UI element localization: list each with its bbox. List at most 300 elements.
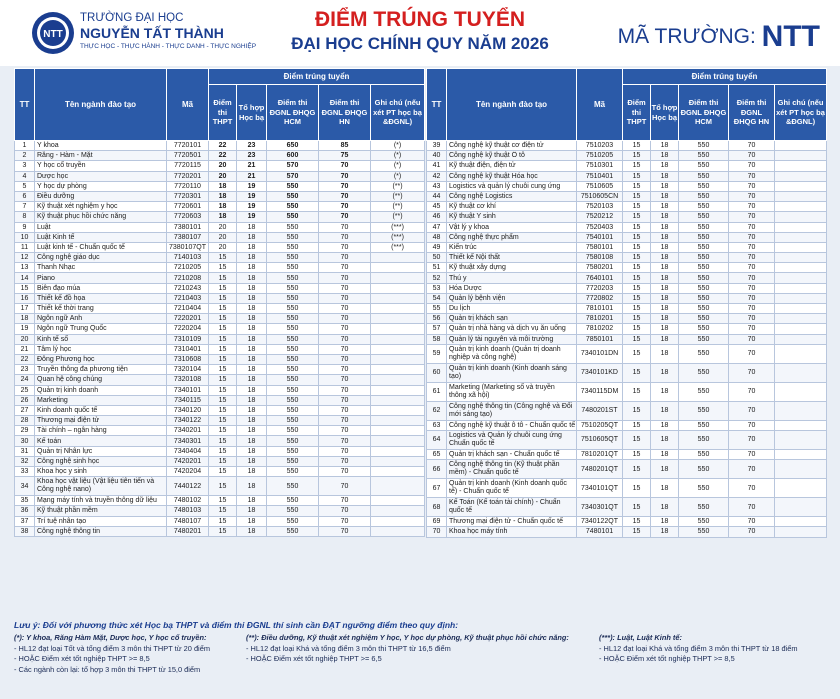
cell-tt: 5	[15, 181, 35, 191]
cell-hn: 70	[729, 304, 775, 314]
cell-thpt: 20	[209, 232, 237, 242]
cell-code: 7720110	[167, 181, 209, 191]
cell-note	[371, 436, 425, 446]
cell-hcm: 550	[267, 344, 319, 354]
cell-hn: 70	[729, 212, 775, 222]
cell-tt: 3	[15, 161, 35, 171]
cell-thpt: 18	[209, 191, 237, 201]
cell-tt: 16	[15, 293, 35, 303]
cell-hn: 70	[729, 222, 775, 232]
cell-hcm: 550	[267, 365, 319, 375]
cell-thpt: 15	[623, 263, 651, 273]
cell-hn: 70	[729, 401, 775, 420]
cell-hn: 75	[319, 151, 371, 161]
school-code-value: NTT	[761, 20, 820, 53]
cell-name: Kỹ thuật cơ khí	[447, 202, 577, 212]
cell-tt: 63	[427, 420, 447, 430]
cell-note	[371, 426, 425, 436]
cell-hocba: 18	[651, 479, 679, 498]
cell-hcm: 650	[267, 141, 319, 151]
cell-hocba: 18	[237, 253, 267, 263]
cell-hn: 70	[319, 334, 371, 344]
cell-thpt: 20	[209, 242, 237, 252]
cell-tt: 4	[15, 171, 35, 181]
cell-thpt: 15	[209, 334, 237, 344]
cell-name: Ngôn ngữ Anh	[35, 314, 167, 324]
cell-note	[371, 283, 425, 293]
cell-tt: 40	[427, 151, 447, 161]
cell-hcm: 550	[679, 283, 729, 293]
cell-note	[775, 517, 827, 527]
cell-hcm: 550	[679, 344, 729, 363]
cell-name: Luật	[35, 222, 167, 232]
notes-col3-title: (***): Luật, Luật Kinh tế:	[599, 633, 682, 642]
cell-name: Công nghệ kỹ thuật Ô tô	[447, 151, 577, 161]
cell-tt: 20	[15, 334, 35, 344]
cell-hocba: 18	[651, 401, 679, 420]
cell-code: 7720301	[167, 191, 209, 201]
cell-name: Kỹ thuật Y sinh	[447, 212, 577, 222]
cell-code: 7340101QT	[577, 479, 623, 498]
cell-hocba: 18	[237, 436, 267, 446]
table-row	[15, 365, 425, 375]
cell-hocba: 18	[651, 304, 679, 314]
cell-name: Luật kinh tế - Chuẩn quốc tế	[35, 242, 167, 252]
cell-code: 7480201ST	[577, 401, 623, 420]
cell-tt: 22	[15, 354, 35, 364]
cell-hn: 70	[729, 283, 775, 293]
col-note: Ghi chú (nếu xét PT học bạ &ĐGNL)	[371, 85, 425, 141]
page-header	[0, 0, 840, 66]
cell-name: Y học cổ truyền	[35, 161, 167, 171]
cell-name: Ngôn ngữ Trung Quốc	[35, 324, 167, 334]
table-row	[15, 202, 425, 212]
cell-hcm: 550	[267, 446, 319, 456]
title-line1: ĐIỂM TRÚNG TUYỂN	[315, 8, 525, 31]
cell-hn: 70	[729, 253, 775, 263]
cell-hocba: 18	[651, 283, 679, 293]
table-row	[15, 436, 425, 446]
cell-note	[775, 212, 827, 222]
cell-hcm: 550	[679, 253, 729, 263]
cell-note	[775, 479, 827, 498]
cell-code: 7140103	[167, 253, 209, 263]
cell-hn: 70	[319, 375, 371, 385]
cell-name: Quản trị nhà hàng và dịch vụ ăn uống	[447, 324, 577, 334]
cell-name: Kỹ thuật xây dựng	[447, 263, 577, 273]
cell-tt: 67	[427, 479, 447, 498]
cell-name: Logistics và quản lý chuỗi cung ứng	[447, 181, 577, 191]
cell-name: Điều dưỡng	[35, 191, 167, 201]
cell-note	[371, 304, 425, 314]
cell-thpt: 15	[209, 477, 237, 496]
cell-hcm: 550	[267, 273, 319, 283]
cell-code: 7720101	[167, 141, 209, 151]
table-row	[427, 324, 827, 334]
table-row	[15, 141, 425, 151]
cell-code: 7340122QT	[577, 517, 623, 527]
cell-hocba: 18	[651, 141, 679, 151]
cell-tt: 55	[427, 304, 447, 314]
cell-hcm: 550	[267, 181, 319, 191]
cell-note	[775, 141, 827, 151]
cell-thpt: 15	[209, 456, 237, 466]
cell-hocba: 18	[237, 506, 267, 516]
cell-code: 7480201	[167, 526, 209, 536]
cell-tt: 14	[15, 273, 35, 283]
table-row	[427, 401, 827, 420]
cell-code: 7810101	[577, 304, 623, 314]
cell-hn: 70	[729, 232, 775, 242]
cell-thpt: 15	[623, 324, 651, 334]
cell-name: Kiến trúc	[447, 242, 577, 252]
cell-hocba: 18	[651, 460, 679, 479]
cell-hn: 70	[319, 526, 371, 536]
cell-tt: 70	[427, 527, 447, 537]
cell-hn: 70	[319, 232, 371, 242]
cell-tt: 28	[15, 416, 35, 426]
cell-hocba: 18	[651, 527, 679, 537]
cell-tt: 27	[15, 405, 35, 415]
cell-note	[775, 253, 827, 263]
cell-hocba: 18	[651, 273, 679, 283]
cell-hocba: 23	[237, 141, 267, 151]
cell-hocba: 18	[651, 253, 679, 263]
cell-hocba: 18	[237, 273, 267, 283]
cell-name: Y học dự phòng	[35, 181, 167, 191]
cell-code: 7510205QT	[577, 420, 623, 430]
col-tt: TT	[427, 69, 447, 141]
cell-thpt: 15	[623, 498, 651, 517]
cell-name: Logistics và Quản lý chuỗi cung ứng Chuẩn quốc tế	[447, 430, 577, 449]
cell-name: Quản lý bệnh viện	[447, 293, 577, 303]
cell-hocba: 18	[651, 420, 679, 430]
cell-thpt: 20	[209, 171, 237, 181]
cell-hocba: 18	[651, 293, 679, 303]
cell-tt: 53	[427, 283, 447, 293]
cell-hcm: 550	[679, 420, 729, 430]
cell-tt: 6	[15, 191, 35, 201]
cell-hn: 70	[319, 283, 371, 293]
notes-col2-title: (**): Điều dưỡng, Kỹ thuật xét nghiệm Y học, Y học dự phòng, Kỹ thuật phục hồi chức năng:	[246, 633, 569, 642]
cell-code: 7210205	[167, 263, 209, 273]
cell-note	[371, 365, 425, 375]
page-title	[250, 8, 590, 54]
cell-hocba: 18	[651, 222, 679, 232]
cell-code: 7720115	[167, 161, 209, 171]
cell-thpt: 15	[209, 283, 237, 293]
cell-hocba: 18	[651, 232, 679, 242]
cell-note	[775, 232, 827, 242]
table-row	[15, 516, 425, 526]
cell-thpt: 15	[623, 517, 651, 527]
cell-hn: 70	[729, 242, 775, 252]
cell-note: (*)	[371, 161, 425, 171]
cell-hocba: 21	[237, 161, 267, 171]
cell-name: Thiết kế thời trang	[35, 304, 167, 314]
table-row	[427, 283, 827, 293]
cell-name: Công nghệ thực phẩm	[447, 232, 577, 242]
table-row	[427, 344, 827, 363]
table-row	[427, 212, 827, 222]
cell-hn: 70	[729, 324, 775, 334]
cell-hn: 70	[729, 382, 775, 401]
cell-tt: 34	[15, 477, 35, 496]
cell-code: 7310109	[167, 334, 209, 344]
cell-name: Công nghệ giáo dục	[35, 253, 167, 263]
cell-note	[371, 506, 425, 516]
cell-thpt: 15	[209, 395, 237, 405]
cell-tt: 62	[427, 401, 447, 420]
cell-tt: 25	[15, 385, 35, 395]
cell-tt: 51	[427, 263, 447, 273]
cell-hn: 70	[319, 496, 371, 506]
cell-tt: 15	[15, 283, 35, 293]
table-row	[427, 242, 827, 252]
col-thpt: Điểm thi THPT	[623, 85, 651, 141]
cell-tt: 50	[427, 253, 447, 263]
cell-hcm: 550	[267, 222, 319, 232]
cell-hn: 70	[729, 449, 775, 459]
cell-tt: 19	[15, 324, 35, 334]
cell-thpt: 15	[623, 363, 651, 382]
cell-code: 7640101	[577, 273, 623, 283]
cell-tt: 58	[427, 334, 447, 344]
cell-hocba: 18	[651, 242, 679, 252]
cell-hn: 70	[319, 304, 371, 314]
cell-hocba: 18	[237, 375, 267, 385]
cell-hcm: 550	[267, 516, 319, 526]
cell-note	[371, 334, 425, 344]
cell-hocba: 18	[237, 242, 267, 252]
cell-name: Công nghệ thông tin (Kỹ thuật phần mềm) - Chuẩn quốc tế	[447, 460, 577, 479]
notes-col1-line1: - HL12 đạt loại Tốt và tổng điểm 3 môn thi THPT từ 20 điểm	[14, 643, 210, 653]
cell-hn: 70	[319, 365, 371, 375]
cell-hocba: 18	[237, 263, 267, 273]
notes-col3-line1: - HL12 đạt loại Khá và tổng điểm 3 môn thi THPT từ 18 điểm	[599, 643, 798, 653]
cell-note: (***)	[371, 232, 425, 242]
cell-hn: 70	[319, 171, 371, 181]
col-hn: Điểm thi ĐGNL ĐHQG HN	[319, 85, 371, 141]
cell-name: Vật lý y khoa	[447, 222, 577, 232]
cell-hocba: 18	[237, 516, 267, 526]
cell-thpt: 15	[623, 202, 651, 212]
cell-hocba: 18	[237, 446, 267, 456]
cell-thpt: 15	[623, 382, 651, 401]
cell-note	[775, 401, 827, 420]
cell-note	[775, 498, 827, 517]
cell-note	[775, 324, 827, 334]
cell-name: Công nghệ kỹ thuật cơ điện tử	[447, 141, 577, 151]
table-row	[427, 314, 827, 324]
cell-hcm: 550	[679, 334, 729, 344]
col-group: Điểm trúng tuyển	[209, 69, 425, 85]
cell-thpt: 15	[209, 526, 237, 536]
cell-name: Kỹ thuật xét nghiệm y học	[35, 202, 167, 212]
cell-hn: 70	[319, 324, 371, 334]
cell-name: Kế toán	[35, 436, 167, 446]
cell-thpt: 20	[209, 222, 237, 232]
notes-col1-title: (*): Y khoa, Răng Hàm Mặt, Dược học, Y học cổ truyền:	[14, 633, 207, 642]
cell-name: Đông Phương học	[35, 354, 167, 364]
table-row	[427, 517, 827, 527]
notes-col1-line2: - HOẶC Điểm xét tốt nghiệp THPT >= 8,5	[14, 654, 150, 663]
cell-note	[775, 314, 827, 324]
cell-hocba: 18	[651, 202, 679, 212]
cell-hn: 70	[319, 344, 371, 354]
cell-hocba: 18	[237, 283, 267, 293]
cell-hcm: 550	[679, 222, 729, 232]
cell-hocba: 18	[651, 324, 679, 334]
notes-col-1	[14, 633, 264, 675]
cell-hn: 70	[319, 456, 371, 466]
cell-code: 7510605CN	[577, 191, 623, 201]
cell-hn: 70	[319, 354, 371, 364]
cell-hn: 70	[729, 161, 775, 171]
cell-name: Khoa học y sinh	[35, 467, 167, 477]
cell-code: 7510301	[577, 161, 623, 171]
cell-hocba: 18	[237, 354, 267, 364]
cell-tt: 13	[15, 263, 35, 273]
cell-note	[775, 334, 827, 344]
cell-hocba: 23	[237, 151, 267, 161]
table-row	[15, 324, 425, 334]
cell-hcm: 550	[267, 496, 319, 506]
cell-tt: 56	[427, 314, 447, 324]
cell-thpt: 22	[209, 151, 237, 161]
cell-note	[371, 263, 425, 273]
cell-hn: 70	[729, 420, 775, 430]
cell-thpt: 15	[209, 506, 237, 516]
table-row	[15, 304, 425, 314]
cell-hn: 70	[729, 517, 775, 527]
cell-thpt: 18	[209, 202, 237, 212]
cell-hcm: 550	[267, 395, 319, 405]
cell-tt: 21	[15, 344, 35, 354]
cell-thpt: 15	[623, 304, 651, 314]
cell-hcm: 570	[267, 171, 319, 181]
cell-code: 7220204	[167, 324, 209, 334]
cell-code: 7720601	[167, 202, 209, 212]
cell-hocba: 19	[237, 191, 267, 201]
cell-name: Kế Toán (Kế toán tài chính) - Chuẩn quốc tế	[447, 498, 577, 517]
cell-tt: 9	[15, 222, 35, 232]
cell-thpt: 15	[209, 273, 237, 283]
cell-hocba: 18	[651, 191, 679, 201]
cell-note	[775, 420, 827, 430]
cell-hcm: 550	[267, 426, 319, 436]
cell-hcm: 550	[679, 161, 729, 171]
cell-thpt: 15	[623, 171, 651, 181]
cell-code: 7510605QT	[577, 430, 623, 449]
cell-hcm: 550	[267, 405, 319, 415]
cell-thpt: 15	[209, 426, 237, 436]
cell-hn: 70	[729, 263, 775, 273]
cell-code: 7510401	[577, 171, 623, 181]
cell-thpt: 18	[209, 212, 237, 222]
col-hn: Điểm thi ĐGNL ĐHQG HN	[729, 85, 775, 141]
cell-hcm: 550	[267, 242, 319, 252]
cell-note	[775, 242, 827, 252]
cell-name: Hóa Dược	[447, 283, 577, 293]
cell-hcm: 550	[679, 449, 729, 459]
scores-table-left	[14, 68, 425, 537]
cell-hn: 70	[319, 477, 371, 496]
notes-col1-line3: - Các ngành còn lại: tổ hợp 3 môn thi THPT từ 15,0 điểm	[14, 664, 201, 674]
cell-hcm: 550	[267, 467, 319, 477]
table-row	[427, 460, 827, 479]
cell-hocba: 18	[237, 385, 267, 395]
cell-hn: 70	[729, 460, 775, 479]
table-row	[15, 506, 425, 516]
cell-note: (**)	[371, 202, 425, 212]
cell-tt: 32	[15, 456, 35, 466]
cell-code: 7520212	[577, 212, 623, 222]
cell-hn: 70	[729, 141, 775, 151]
cell-code: 7720201	[167, 171, 209, 181]
cell-code: 7720203	[577, 283, 623, 293]
table-row	[15, 314, 425, 324]
cell-hcm: 550	[267, 253, 319, 263]
svg-text:NTT: NTT	[43, 29, 63, 40]
cell-thpt: 15	[623, 293, 651, 303]
cell-code: 7340101DN	[577, 344, 623, 363]
cell-thpt: 15	[623, 479, 651, 498]
table-row	[15, 395, 425, 405]
cell-thpt: 15	[209, 375, 237, 385]
cell-thpt: 15	[623, 430, 651, 449]
table-row	[427, 222, 827, 232]
cell-code: 7720603	[167, 212, 209, 222]
cell-name: Marketing (Marketing số và truyền thông xã hội)	[447, 382, 577, 401]
cell-thpt: 15	[209, 293, 237, 303]
cell-hocba: 18	[237, 395, 267, 405]
table-row	[15, 151, 425, 161]
cell-hocba: 18	[651, 171, 679, 181]
table-row	[427, 382, 827, 401]
cell-hcm: 550	[267, 385, 319, 395]
school-name	[80, 12, 256, 50]
cell-name: Quản trị khách sạn - Chuẩn quốc tế	[447, 449, 577, 459]
cell-tt: 60	[427, 363, 447, 382]
table-row	[15, 496, 425, 506]
cell-code: 7310608	[167, 354, 209, 364]
cell-name: Kinh doanh quốc tế	[35, 405, 167, 415]
cell-name: Marketing	[35, 395, 167, 405]
cell-code: 7380101	[167, 222, 209, 232]
cell-name: Quản trị khách sạn	[447, 314, 577, 324]
cell-tt: 68	[427, 498, 447, 517]
cell-name: Kinh tế số	[35, 334, 167, 344]
cell-hcm: 600	[267, 151, 319, 161]
cell-tt: 41	[427, 161, 447, 171]
cell-hocba: 18	[651, 430, 679, 449]
cell-note	[775, 273, 827, 283]
table-row	[427, 161, 827, 171]
cell-thpt: 15	[209, 354, 237, 364]
cell-code: 7340101	[167, 385, 209, 395]
notes-section	[14, 620, 826, 674]
cell-tt: 54	[427, 293, 447, 303]
cell-note: (*)	[371, 151, 425, 161]
cell-note: (*)	[371, 141, 425, 151]
cell-thpt: 15	[623, 161, 651, 171]
table-row	[15, 446, 425, 456]
cell-hcm: 550	[267, 283, 319, 293]
table-row	[15, 426, 425, 436]
table-row	[15, 242, 425, 252]
cell-hn: 70	[729, 273, 775, 283]
